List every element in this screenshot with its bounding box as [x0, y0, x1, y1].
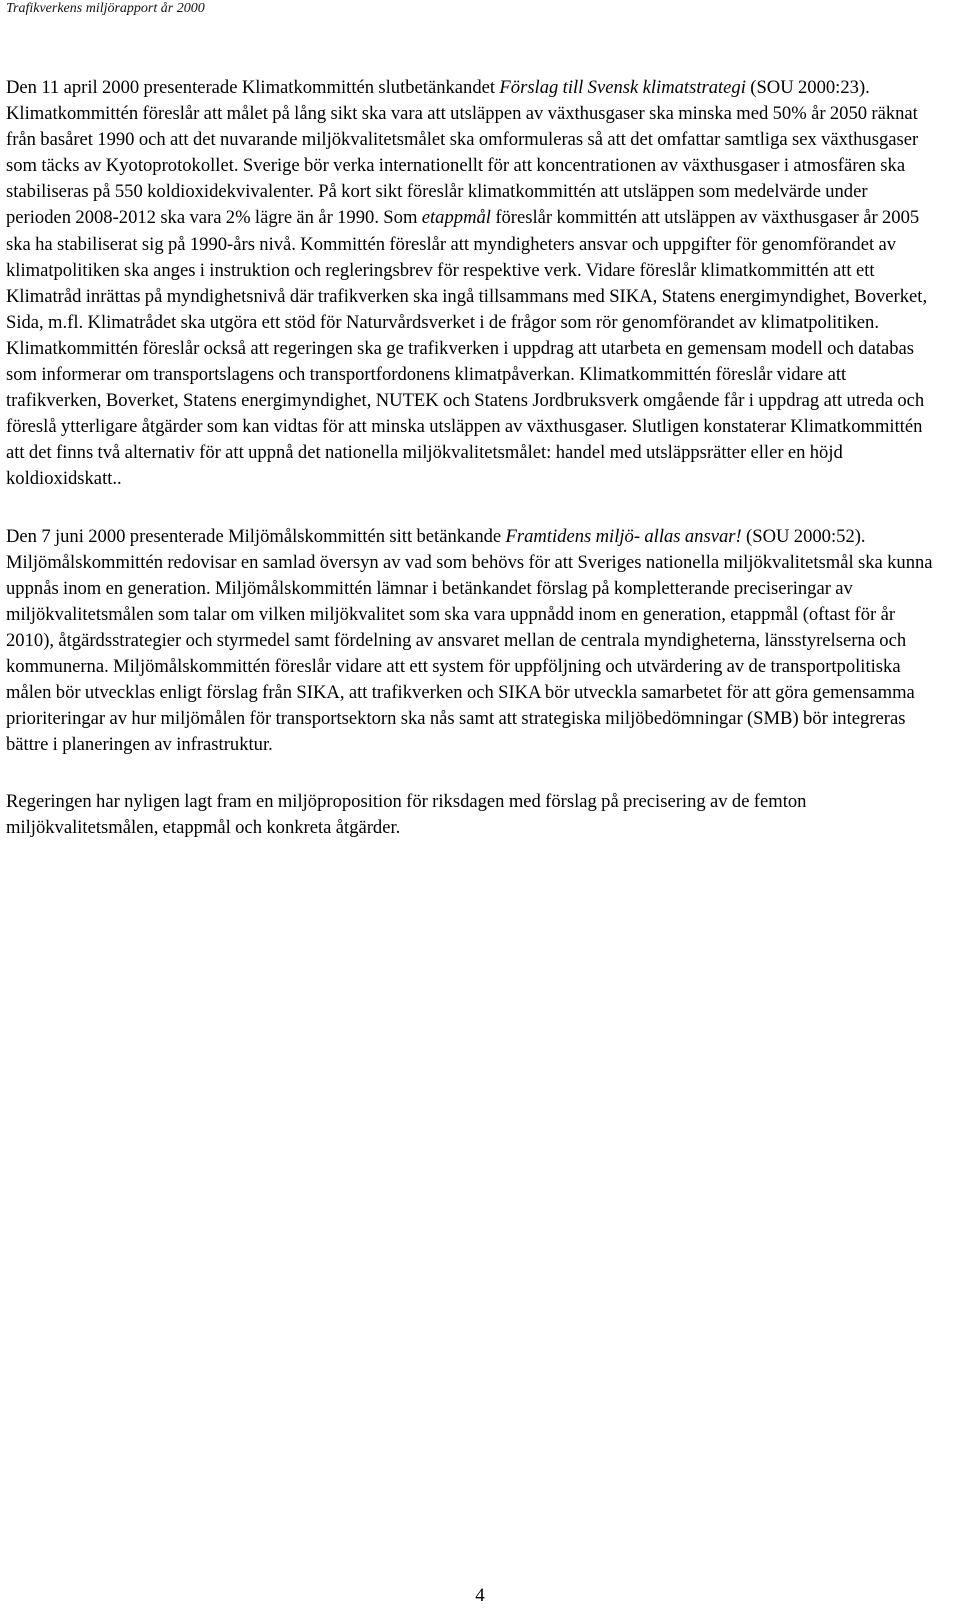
paragraph-regeringen: [6, 789, 936, 841]
term-italic: etappmål: [421, 207, 491, 229]
paragraph-klimatkommitten: [6, 75, 936, 493]
text-run: (SOU 2000:52). Miljömålskommittén redovisar en samlad översyn av vad som behövs för att Sveriges nationella miljökvalitetsmål ska kunna uppnås inom en generation. Miljömålskommittén lämnar i betänkandet förslag på kompletterande preciseringar av miljökvalitetsmålen som talar om vilken miljökvalitet som ska vara uppnådd inom en generation, etappmål (oftast för år 2010), åtgärdsstrategier och styrmedel samt fördelning av ansvaret mellan de centrala myndigheterna, länsstyrelserna och kommunerna. Miljömålskommittén föreslår vidare att ett system för uppföljning och utvärdering av de transportpolitiska målen bör utvecklas enligt förslag från SIKA, att trafikverken och SIKA bör utveckla samarbetet för att göra gemensamma prioriteringar av hur miljömålen för transportsektorn ska nås samt att strategiska miljöbedömningar (SMB) bör integreras bättre i planeringen av infrastruktur.: [6, 525, 933, 756]
running-header: Trafikverkens miljörapport år 2000: [6, 1, 205, 16]
text-run: (SOU 2000:23). Klimatkommittén föreslår att målet på lång sikt ska vara att utsläppen av växthusgaser ska minska med 50% år 2050 räknat från basåret 1990 och att det nuvarande miljökvalitetsmålet ska omformuleras så att det omfattar samtliga sex växthusgaser som täcks av Kyotoprotokollet. Sverige bör verka internationellt för att koncentrationen av växthusgaser i atmosfären ska stabiliseras på 550 koldioxidekvivalenter. På kort sikt föreslår klimatkommittén att utsläppen som medelvärde under perioden 2008-2012 ska vara 2% lägre än år 1990. Som: [6, 77, 919, 229]
text-run: föreslår kommittén att utsläppen av växthusgaser år 2005 ska ha stabiliserat sig på 1990-års nivå. Kommittén föreslår att myndigheters ansvar och uppgifter för genomförandet av klimatpolitiken ska anges i instruktion och regleringsbrev för respektive verk. Vidare föreslår klimatkommittén att ett Klimatråd inrättas på myndighetsnivå där trafikverken ska ingå tillsammans med SIKA, Statens energimyndighet, Boverket, Sida, m.fl. Klimatrådet ska utgöra ett stöd för Naturvårdsverket i de frågor som rör genomförandet av klimatpolitiken. Klimatkommittén föreslår också att regeringen ska ge trafikverken i uppdrag att utarbeta en gemensam modell och databas som informerar om transportslagens och transportfordonens klimatpåverkan. Klimatkommittén föreslår vidare att trafikverken, Boverket, Statens energimyndighet, NUTEK och Statens Jordbruksverk omgående får i uppdrag att utreda och föreslå ytterligare åtgärder som kan vidtas för att minska utsläppen av växthusgaser. Slutligen konstaterar Klimatkommittén att det finns två alternativ för att uppnå det nationella miljökvalitetsmålet: handel med utsläppsrätter eller en höjd koldioxidskatt..: [6, 207, 928, 490]
document-body: [6, 75, 936, 873]
report-title-italic: Framtidens miljö- allas ansvar!: [505, 525, 742, 547]
paragraph-miljomalskommitten: [6, 524, 936, 759]
report-title-italic: Förslag till Svensk klimatstrategi: [499, 77, 746, 98]
text-run: Den 11 april 2000 presenterade Klimatkommittén slutbetänkandet: [6, 77, 500, 98]
text-run: Den 7 juni 2000 presenterade Miljömålskommittén sitt betänkande: [6, 525, 506, 547]
page-number: 4: [475, 1585, 485, 1606]
text-run: Regeringen har nyligen lagt fram en miljöproposition för riksdagen med förslag på precisering av de femton miljökvalitetsmålen, etappmål och konkreta åtgärder.: [6, 791, 807, 839]
